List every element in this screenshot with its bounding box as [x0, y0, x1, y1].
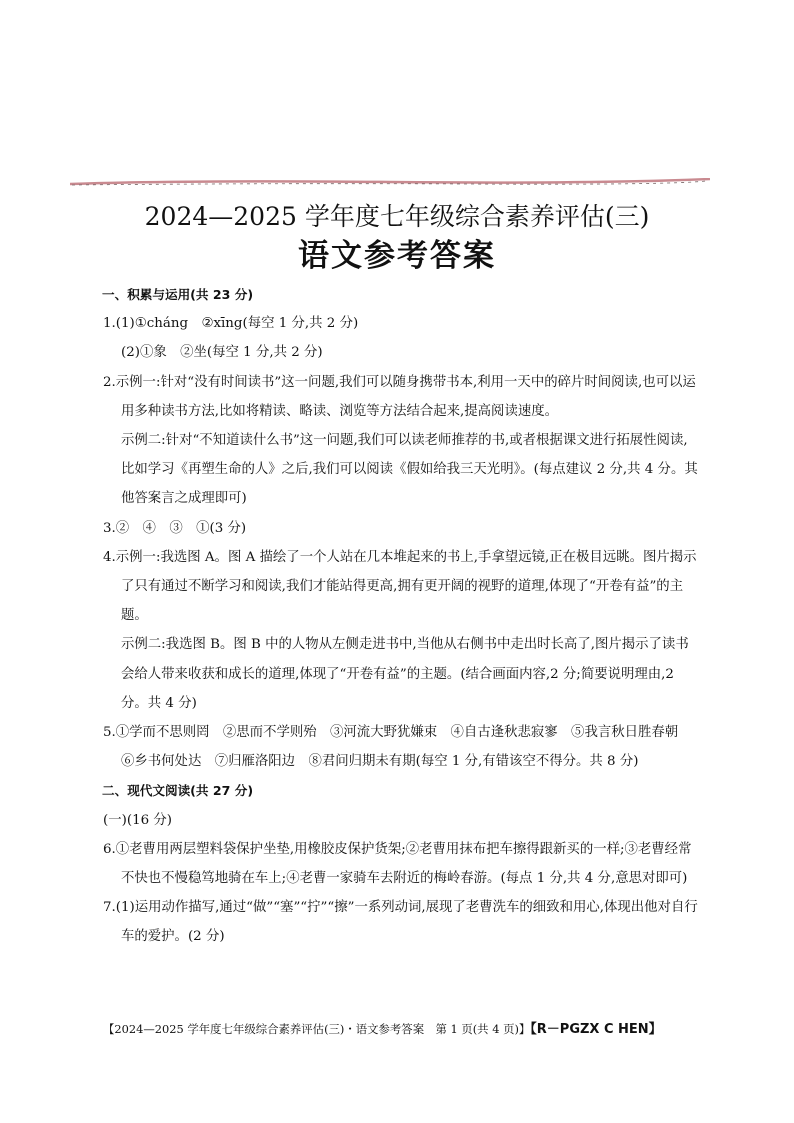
footer-code: 【R－PGZX C HEN】	[530, 1022, 662, 1037]
answer-paragraph: 5.①学而不思则罔 ②思而不学则殆 ③河流大野犹嫌束 ④自古逢秋悲寂寥 ⑤我言秋日胜春朝 ⑥乡书何处达 ⑦归雁洛阳边 ⑧君问归期未有期(每空 1 分,有错该空不得分。共 8 分)	[103, 725, 692, 770]
answer-paragraph: 示例二:我选图 B。图 B 中的人物从左侧走进书中,当他从右侧书中走出时长高了,图片揭示了读书会给人带来收获和成长的道理,体现了“开卷有益”的主题。(结合画面内容,2 分;简要说明理由,2 分。共 4 分)	[121, 637, 689, 711]
header	[0, 200, 794, 278]
section-heading: 一、积累与运用(共 23 分)	[102, 287, 254, 302]
answer-paragraph: 3.② ④ ③ ①(3 分)	[103, 520, 247, 536]
page-footer	[103, 1018, 723, 1037]
page-subtitle: 语文参考答案	[298, 238, 496, 274]
decorative-rule	[70, 178, 710, 188]
page-title: 2024—2025 学年度七年级综合素养评估(三)	[144, 202, 650, 231]
answer-content	[103, 280, 699, 952]
answer-paragraph: 6.①老曹用两层塑料袋保护坐垫,用橡胶皮保护货架;②老曹用抹布把车擦得跟新买的一样;③老曹经常不快也不慢稳笃地骑在车上;④老曹一家骑车去附近的梅岭春游。(每点 1 分,共 4 分,意思对即可)	[103, 841, 692, 887]
answer-paragraph: 2.示例一:针对“没有时间读书”这一问题,我们可以随身携带书本,利用一天中的碎片时间阅读,也可以运用多种读书方法,比如将精读、略读、浏览等方法结合起来,提高阅读速度。	[103, 374, 696, 419]
answer-paragraph: 4.示例一:我选图 A。图 A 描绘了一个人站在几本堆起来的书上,手拿望远镜,正在极目远眺。图片揭示了只有通过不断学习和阅读,我们才能站得更高,拥有更开阔的视野的道理,体现了“开卷有益”的主题。	[103, 549, 697, 624]
answer-paragraph: 示例二:针对“不知道读什么书”这一问题,我们可以读老师推荐的书,或者根据课文进行拓展性阅读,比如学习《再塑生命的人》之后,我们可以阅读《假如给我三天光明》。(每点建议 2 分,共 4 分。其他答案言之成理即可)	[121, 433, 698, 507]
answer-paragraph: 1.(1)①cháng ②xīng(每空 1 分,共 2 分)	[103, 316, 359, 332]
section-heading: 二、现代文阅读(共 27 分)	[102, 783, 254, 799]
answer-paragraph: (2)①象 ②坐(每空 1 分,共 2 分)	[121, 345, 323, 361]
answer-paragraph: (一)(16 分)	[103, 812, 172, 828]
answer-paragraph: 7.(1)运用动作描写,通过“做”“塞”“拧”“擦”一系列动词,展现了老曹洗车的细致和用心,体现出他对自行车的爱护。(2 分)	[103, 900, 698, 945]
footer-text: 【2024—2025 学年度七年级综合素养评估(三)・语文参考答案 第 1 页(共 4 页)】	[103, 1022, 531, 1036]
